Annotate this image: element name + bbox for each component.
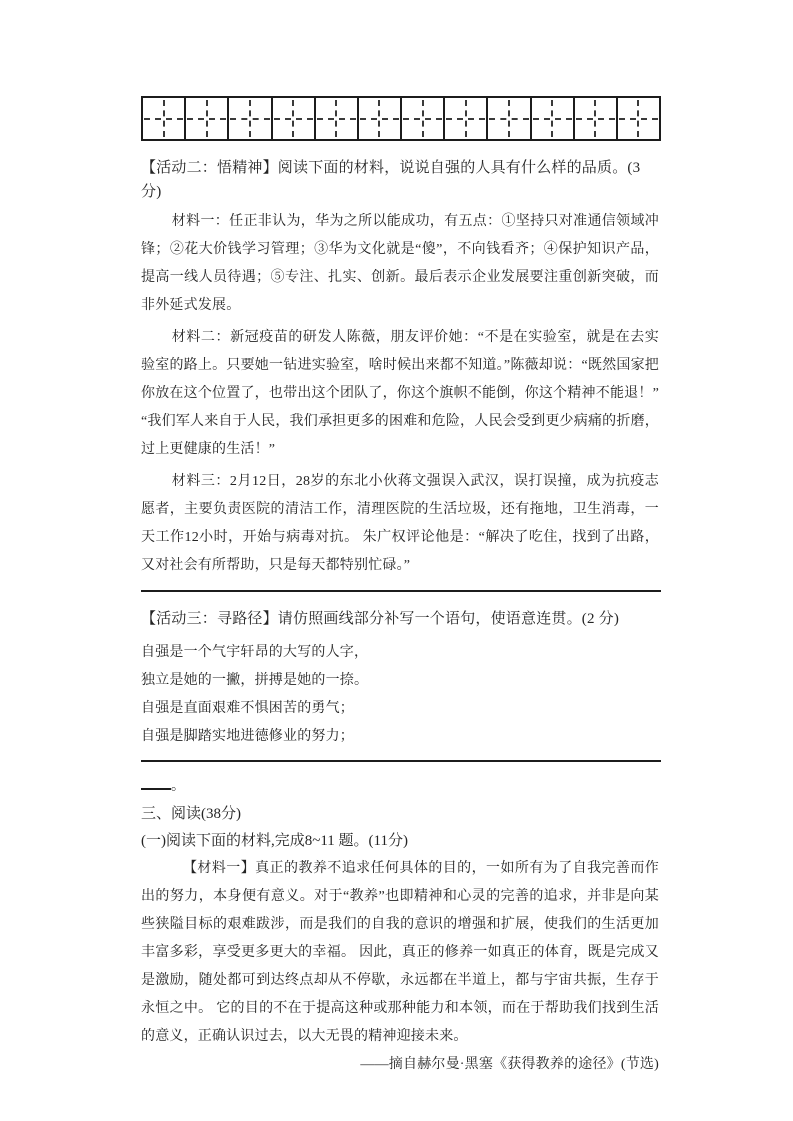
- grid-cell: [575, 98, 618, 139]
- grid-cell: [273, 98, 316, 139]
- grid-cell: [359, 98, 402, 139]
- material-3-paragraph: 材料三：2月12日，28岁的东北小伙蒋文强误入武汉，误打误撞，成为抗疫志愿者，主要负责医院的清洁工作，清理医院的生活垃圾，还有拖地，卫生消毒，一天工作12小时，开始与病毒对抗。 朱广权评论他是：“解决了吃住，找到了出路，又对社会有所帮助，只是每天都特别忙碌。”: [141, 474, 659, 573]
- attribution-line: ——摘自赫尔曼·黑塞《获得教养的途径》(节选): [360, 1057, 659, 1072]
- material-1-paragraph: 材料一：任正非认为，华为之所以能成功，有五点：①坚持只对准通信领域冲锋；②花大价钱学习管理；③华为文化就是“傻”，不向钱看齐；④保护知识产品，提高一线人员待遇；⑤专注、扎实、创新。最后表示企业发展要注重创新突破，而非外延式发展。: [141, 214, 659, 313]
- grid-cell: [316, 98, 359, 139]
- fill-blank-line: [141, 776, 171, 790]
- grid-cell: [532, 98, 575, 139]
- grid-cell: [186, 98, 229, 139]
- activity3-heading: 【活动三：寻路径】请仿照画线部分补写一个语句，使语意连贯。(2 分): [141, 611, 620, 627]
- poem-line: 自强是直面艰难不惧困苦的勇气；: [141, 701, 354, 716]
- answer-grid: [141, 96, 661, 141]
- grid-cell: [143, 98, 186, 139]
- grid-cell: [488, 98, 531, 139]
- grid-cell: [445, 98, 488, 139]
- poem-line: 自强是一个气宇轩昂的大写的人字，: [141, 645, 369, 660]
- reading-material-1-paragraph: 【材料一】真正的教养不追求任何具体的目的，一如所有为了自我完善而作出的努力，本身便有意义。对于“教养”也即精神和心灵的完善的追求，并非是向某些狭隘目标的艰难跋涉，而是我们的自我的意识的增强和扩展，使我们的生活更加丰富多彩，享受更多更大的幸福。 因此，真正的修养一如真正的体育，既是完成又是激励，随处都可到达终点却从不停歇，永远都在半道上，都与宇宙共振，生存于永恒之中。 它的目的不在于提高这种或那种能力和本领，而在于帮助我们找到生活的意义，正确认识过去，以大无畏的精神迎接未来。: [141, 861, 659, 1044]
- reading-section-title: 三、阅读(38分): [141, 806, 241, 822]
- material-2-paragraph: 材料二：新冠疫苗的研发人陈薇，朋友评价她：“不是在实验室，就是在去实验室的路上。只要她一钻进实验室，啥时候出来都不知道。”陈薇却说：“既然国家把你放在这个位置了，也带出这个团队了，你这个旗帜不能倒，你这个精神不能退！”“我们军人来自于人民，我们承担更多的困难和危险，人民会受到更少病痛的折磨，过上更健康的生活！”: [141, 330, 659, 457]
- poem-block: [141, 639, 659, 750]
- fill-blank-period: 。: [171, 779, 185, 794]
- section-divider-top: [141, 590, 661, 592]
- activity2-heading: 【活动二：悟精神】阅读下面的材料，说说自强的人具有什么样的品质。(3分): [141, 160, 641, 200]
- reading-subsection-title: (一)阅读下面的材料,完成8~11 题。(11分): [141, 833, 408, 849]
- section-divider-bottom: [141, 760, 661, 762]
- grid-cell: [229, 98, 272, 139]
- poem-line: 自强是脚踏实地进德修业的努力；: [141, 729, 354, 744]
- poem-line: 独立是她的一撇，拼搏是她的一捺。: [141, 673, 369, 688]
- fill-blank-row: [141, 776, 659, 798]
- grid-cell: [618, 98, 659, 139]
- grid-cell: [402, 98, 445, 139]
